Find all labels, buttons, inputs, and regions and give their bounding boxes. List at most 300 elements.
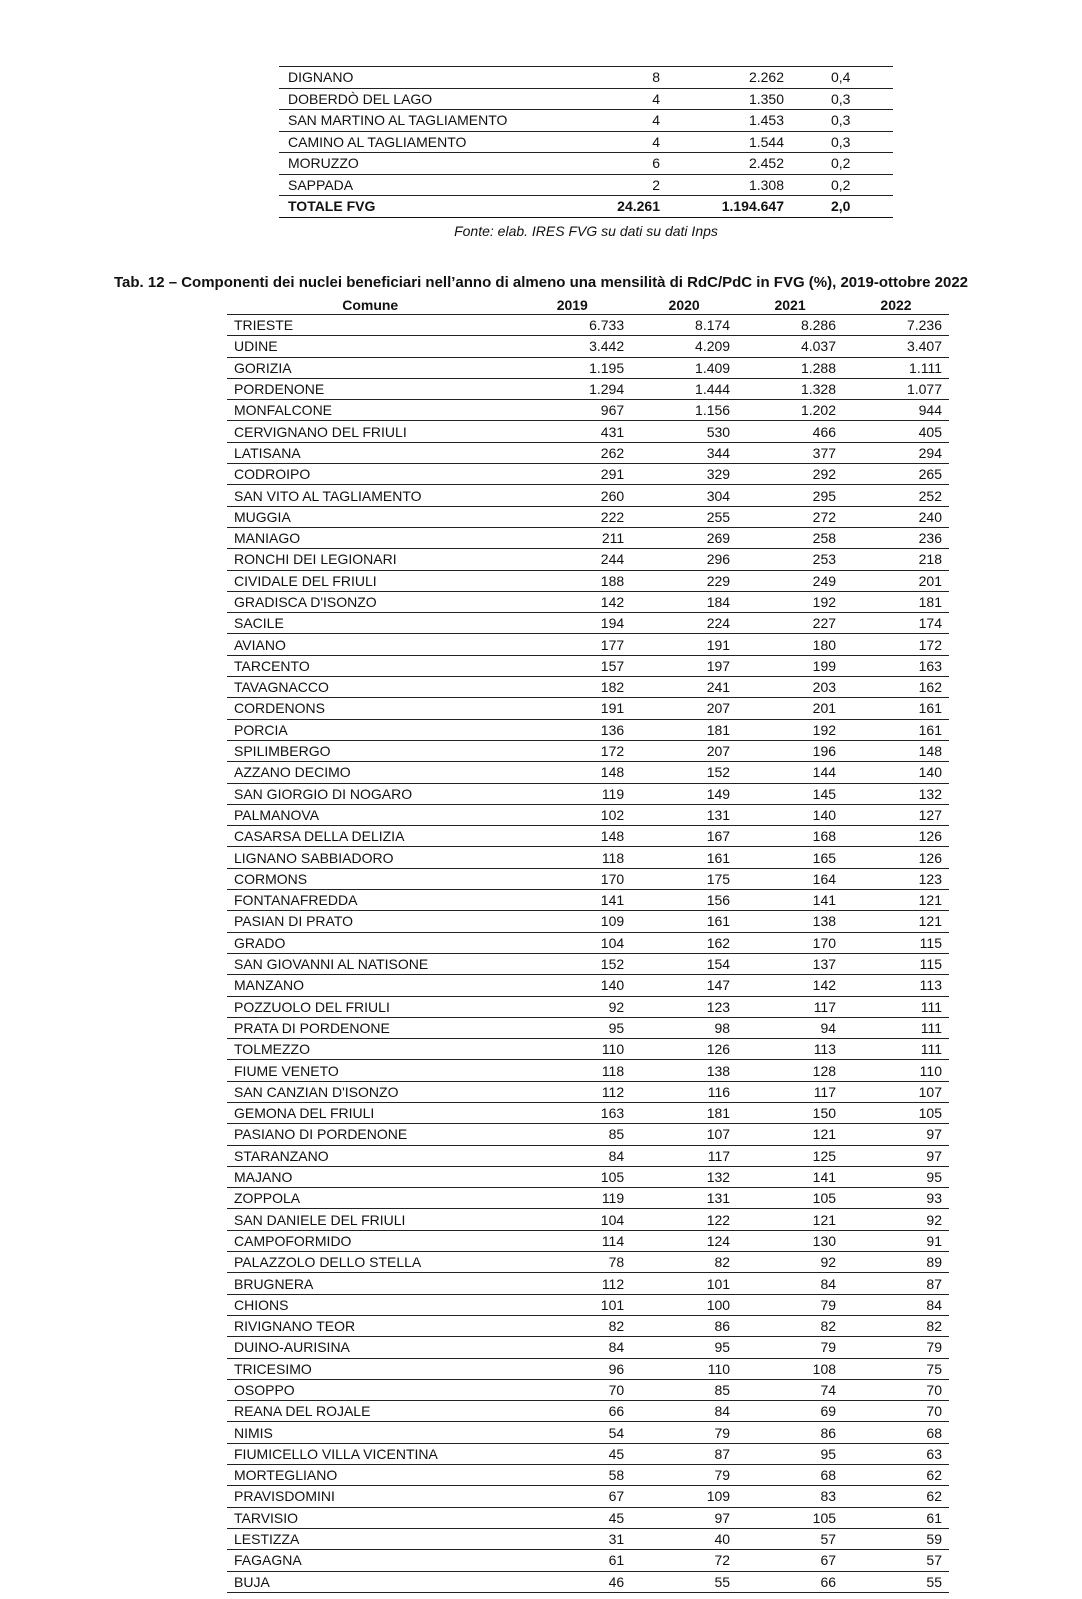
table-row xyxy=(227,996,949,1017)
value-cell: 177 xyxy=(513,634,631,655)
value-cell: 344 xyxy=(631,442,737,463)
value-cell: 227 xyxy=(737,613,843,634)
value-cell: 31 xyxy=(513,1528,631,1549)
value-cell: 181 xyxy=(631,1102,737,1123)
value-cell: 126 xyxy=(843,847,949,868)
value-cell: 79 xyxy=(843,1337,949,1358)
value-cell: 105 xyxy=(843,1102,949,1123)
value-cell: 253 xyxy=(737,549,843,570)
table-row xyxy=(227,613,949,634)
comune-cell: FIUME VENETO xyxy=(227,1060,513,1081)
value-cell: 82 xyxy=(631,1252,737,1273)
table-row xyxy=(227,1315,949,1336)
comune-cell: FAGAGNA xyxy=(227,1550,513,1571)
comune-cell: RONCHI DEI LEGIONARI xyxy=(227,549,513,570)
value-cell: 4.037 xyxy=(737,336,843,357)
value-cell: 75 xyxy=(843,1358,949,1379)
value-cell: 4 xyxy=(605,110,660,132)
value-cell: 260 xyxy=(513,485,631,506)
value-cell: 40 xyxy=(631,1528,737,1549)
value-cell: 132 xyxy=(631,1166,737,1187)
value-cell: 152 xyxy=(631,762,737,783)
value-cell: 93 xyxy=(843,1188,949,1209)
table-row xyxy=(279,88,893,110)
value-cell: 141 xyxy=(513,890,631,911)
table-row xyxy=(227,506,949,527)
table-row xyxy=(227,442,949,463)
header-comune: Comune xyxy=(227,295,513,315)
value-cell: 4.209 xyxy=(631,336,737,357)
value-cell: 192 xyxy=(737,719,843,740)
comune-cell: CORMONS xyxy=(227,868,513,889)
value-cell: 1.444 xyxy=(631,378,737,399)
value-cell: 128 xyxy=(737,1060,843,1081)
source-note: Fonte: elab. IRES FVG su dati su dati Inps xyxy=(454,223,718,239)
value-cell: 45 xyxy=(513,1443,631,1464)
table-row xyxy=(279,110,893,132)
comune-cell: MAJANO xyxy=(227,1166,513,1187)
value-cell: 180 xyxy=(737,634,843,655)
value-cell: 101 xyxy=(631,1273,737,1294)
comune-cell: FIUMICELLO VILLA VICENTINA xyxy=(227,1443,513,1464)
value-cell: 138 xyxy=(631,1060,737,1081)
comune-cell: LESTIZZA xyxy=(227,1528,513,1549)
table-row xyxy=(227,1571,949,1592)
main-table-header xyxy=(227,295,949,315)
value-cell: 207 xyxy=(631,698,737,719)
value-cell: 126 xyxy=(843,826,949,847)
value-cell: 161 xyxy=(843,698,949,719)
value-cell: 62 xyxy=(843,1486,949,1507)
value-cell: 295 xyxy=(737,485,843,506)
table-row xyxy=(227,1528,949,1549)
value-cell: 967 xyxy=(513,400,631,421)
value-cell: 85 xyxy=(631,1379,737,1400)
value-cell: 87 xyxy=(843,1273,949,1294)
value-cell: 82 xyxy=(513,1315,631,1336)
table-row xyxy=(227,1145,949,1166)
value-cell: 79 xyxy=(737,1294,843,1315)
value-cell: 163 xyxy=(843,655,949,676)
value-cell: 95 xyxy=(631,1337,737,1358)
value-cell: 136 xyxy=(513,719,631,740)
value-cell: 252 xyxy=(843,485,949,506)
value-cell: 91 xyxy=(843,1230,949,1251)
value-cell: 329 xyxy=(631,464,737,485)
value-cell: 121 xyxy=(737,1209,843,1230)
value-cell: 109 xyxy=(631,1486,737,1507)
value-cell: 119 xyxy=(513,783,631,804)
comune-cell: GEMONA DEL FRIULI xyxy=(227,1102,513,1123)
value-cell: 1.156 xyxy=(631,400,737,421)
value-cell: 121 xyxy=(737,1124,843,1145)
value-cell: 1.350 xyxy=(660,88,784,110)
value-cell: 164 xyxy=(737,868,843,889)
value-cell: 203 xyxy=(737,677,843,698)
value-cell: 110 xyxy=(631,1358,737,1379)
table-row xyxy=(227,1486,949,1507)
value-cell: 116 xyxy=(631,1081,737,1102)
table-row xyxy=(227,1209,949,1230)
value-cell: 132 xyxy=(843,783,949,804)
table-row xyxy=(227,1401,949,1422)
comune-cell: CAMINO AL TAGLIAMENTO xyxy=(279,131,605,153)
table-row xyxy=(227,378,949,399)
value-cell: 118 xyxy=(513,847,631,868)
value-cell: 249 xyxy=(737,570,843,591)
value-cell: 6 xyxy=(605,153,660,175)
value-cell: 167 xyxy=(631,826,737,847)
value-cell: 121 xyxy=(843,890,949,911)
value-cell: 0,3 xyxy=(784,110,893,132)
value-cell: 124 xyxy=(631,1230,737,1251)
value-cell: 58 xyxy=(513,1465,631,1486)
value-cell: 191 xyxy=(631,634,737,655)
value-cell: 67 xyxy=(513,1486,631,1507)
value-cell: 244 xyxy=(513,549,631,570)
value-cell: 114 xyxy=(513,1230,631,1251)
value-cell: 131 xyxy=(631,1188,737,1209)
table-row xyxy=(227,655,949,676)
value-cell: 405 xyxy=(843,421,949,442)
value-cell: 111 xyxy=(843,1017,949,1038)
comune-cell: PORCIA xyxy=(227,719,513,740)
comune-cell: SPILIMBERGO xyxy=(227,740,513,761)
comune-cell: TAVAGNACCO xyxy=(227,677,513,698)
value-cell: 2.452 xyxy=(660,153,784,175)
table-row xyxy=(279,67,893,89)
comune-cell: MONFALCONE xyxy=(227,400,513,421)
value-cell: 1.453 xyxy=(660,110,784,132)
comune-cell: MORTEGLIANO xyxy=(227,1465,513,1486)
value-cell: 182 xyxy=(513,677,631,698)
comune-cell: MANZANO xyxy=(227,975,513,996)
value-cell: 140 xyxy=(513,975,631,996)
table-row xyxy=(227,677,949,698)
value-cell: 377 xyxy=(737,442,843,463)
total-label: TOTALE FVG xyxy=(279,196,605,218)
comune-cell: DOBERDÒ DEL LAGO xyxy=(279,88,605,110)
value-cell: 95 xyxy=(737,1443,843,1464)
value-cell: 188 xyxy=(513,570,631,591)
value-cell: 222 xyxy=(513,506,631,527)
value-cell: 269 xyxy=(631,527,737,548)
value-cell: 87 xyxy=(631,1443,737,1464)
comune-cell: PALAZZOLO DELLO STELLA xyxy=(227,1252,513,1273)
value-cell: 258 xyxy=(737,527,843,548)
value-cell: 123 xyxy=(843,868,949,889)
value-cell: 296 xyxy=(631,549,737,570)
table-row xyxy=(227,357,949,378)
value-cell: 89 xyxy=(843,1252,949,1273)
table-row xyxy=(227,1252,949,1273)
table-row xyxy=(227,762,949,783)
value-cell: 110 xyxy=(513,1039,631,1060)
comune-cell: TOLMEZZO xyxy=(227,1039,513,1060)
header-row xyxy=(227,295,949,315)
value-cell: 4 xyxy=(605,88,660,110)
value-cell: 294 xyxy=(843,442,949,463)
comune-cell: CERVIGNANO DEL FRIULI xyxy=(227,421,513,442)
table-row xyxy=(227,549,949,570)
value-cell: 181 xyxy=(843,591,949,612)
comune-cell: AVIANO xyxy=(227,634,513,655)
value-cell: 118 xyxy=(513,1060,631,1081)
comune-cell: SAN GIOVANNI AL NATISONE xyxy=(227,953,513,974)
comune-cell: TARCENTO xyxy=(227,655,513,676)
value-cell: 92 xyxy=(737,1252,843,1273)
value-cell: 162 xyxy=(631,932,737,953)
comune-cell: PASIANO DI PORDENONE xyxy=(227,1124,513,1145)
value-cell: 59 xyxy=(843,1528,949,1549)
value-cell: 2.262 xyxy=(660,67,784,89)
table-row xyxy=(227,1081,949,1102)
value-cell: 117 xyxy=(737,1081,843,1102)
value-cell: 262 xyxy=(513,442,631,463)
table-row xyxy=(227,932,949,953)
value-cell: 201 xyxy=(737,698,843,719)
value-cell: 140 xyxy=(737,804,843,825)
value-cell: 0,2 xyxy=(784,153,893,175)
value-cell: 83 xyxy=(737,1486,843,1507)
table-row xyxy=(227,804,949,825)
value-cell: 175 xyxy=(631,868,737,889)
value-cell: 95 xyxy=(843,1166,949,1187)
value-cell: 1.202 xyxy=(737,400,843,421)
value-cell: 86 xyxy=(737,1422,843,1443)
comune-cell: SAN VITO AL TAGLIAMENTO xyxy=(227,485,513,506)
table-row xyxy=(227,1294,949,1315)
table-row xyxy=(227,953,949,974)
value-cell: 109 xyxy=(513,911,631,932)
main-table xyxy=(227,295,949,1593)
comune-cell: PRATA DI PORDENONE xyxy=(227,1017,513,1038)
value-cell: 163 xyxy=(513,1102,631,1123)
comune-cell: SAN GIORGIO DI NOGARO xyxy=(227,783,513,804)
value-cell: 68 xyxy=(737,1465,843,1486)
value-cell: 62 xyxy=(843,1465,949,1486)
value-cell: 8.286 xyxy=(737,315,843,336)
value-cell: 46 xyxy=(513,1571,631,1592)
value-cell: 84 xyxy=(843,1294,949,1315)
value-cell: 272 xyxy=(737,506,843,527)
value-cell: 2 xyxy=(605,174,660,196)
table-row xyxy=(227,1358,949,1379)
top-table xyxy=(279,66,893,218)
value-cell: 199 xyxy=(737,655,843,676)
value-cell: 82 xyxy=(737,1315,843,1336)
comune-cell: NIMIS xyxy=(227,1422,513,1443)
table-title: Tab. 12 – Componenti dei nuclei beneficiari nell’anno di almeno una mensilità di RdC/PdC in FVG (%), 2019-ottobre 2022 xyxy=(113,274,969,291)
table-row xyxy=(279,153,893,175)
comune-cell: MANIAGO xyxy=(227,527,513,548)
value-cell: 57 xyxy=(737,1528,843,1549)
value-cell: 236 xyxy=(843,527,949,548)
comune-cell: PORDENONE xyxy=(227,378,513,399)
value-cell: 92 xyxy=(513,996,631,1017)
table-row xyxy=(227,634,949,655)
value-cell: 944 xyxy=(843,400,949,421)
value-cell: 191 xyxy=(513,698,631,719)
table-row xyxy=(227,400,949,421)
value-cell: 8.174 xyxy=(631,315,737,336)
value-cell: 108 xyxy=(737,1358,843,1379)
comune-cell: CORDENONS xyxy=(227,698,513,719)
comune-cell: MUGGIA xyxy=(227,506,513,527)
table-row xyxy=(227,890,949,911)
table-row xyxy=(227,719,949,740)
table-row xyxy=(227,464,949,485)
value-cell: 165 xyxy=(737,847,843,868)
value-cell: 4 xyxy=(605,131,660,153)
value-cell: 107 xyxy=(631,1124,737,1145)
table-row xyxy=(227,336,949,357)
value-cell: 138 xyxy=(737,911,843,932)
comune-cell: UDINE xyxy=(227,336,513,357)
comune-cell: PRAVISDOMINI xyxy=(227,1486,513,1507)
table-row xyxy=(227,1379,949,1400)
value-cell: 145 xyxy=(737,783,843,804)
value-cell: 78 xyxy=(513,1252,631,1273)
value-cell: 8 xyxy=(605,67,660,89)
value-cell: 1.409 xyxy=(631,357,737,378)
comune-cell: LATISANA xyxy=(227,442,513,463)
value-cell: 107 xyxy=(843,1081,949,1102)
value-cell: 218 xyxy=(843,549,949,570)
comune-cell: PALMANOVA xyxy=(227,804,513,825)
value-cell: 61 xyxy=(513,1550,631,1571)
value-cell: 104 xyxy=(513,1209,631,1230)
table-row xyxy=(227,868,949,889)
value-cell: 79 xyxy=(737,1337,843,1358)
value-cell: 97 xyxy=(843,1145,949,1166)
value-cell: 148 xyxy=(513,762,631,783)
value-cell: 161 xyxy=(631,911,737,932)
table-row xyxy=(227,1166,949,1187)
value-cell: 79 xyxy=(631,1422,737,1443)
value-cell: 97 xyxy=(843,1124,949,1145)
comune-cell: FONTANAFREDDA xyxy=(227,890,513,911)
value-cell: 119 xyxy=(513,1188,631,1209)
value-cell: 104 xyxy=(513,932,631,953)
value-cell: 131 xyxy=(631,804,737,825)
value-cell: 70 xyxy=(843,1379,949,1400)
main-table-body xyxy=(227,315,949,1593)
comune-cell: CHIONS xyxy=(227,1294,513,1315)
total-value: 1.194.647 xyxy=(660,196,784,218)
value-cell: 431 xyxy=(513,421,631,442)
value-cell: 197 xyxy=(631,655,737,676)
table-row xyxy=(227,698,949,719)
value-cell: 96 xyxy=(513,1358,631,1379)
value-cell: 196 xyxy=(737,740,843,761)
table-row xyxy=(227,911,949,932)
value-cell: 70 xyxy=(843,1401,949,1422)
table-row xyxy=(227,1507,949,1528)
value-cell: 0,2 xyxy=(784,174,893,196)
table-row xyxy=(227,421,949,442)
table-row xyxy=(279,131,893,153)
value-cell: 84 xyxy=(513,1145,631,1166)
comune-cell: OSOPPO xyxy=(227,1379,513,1400)
value-cell: 141 xyxy=(737,1166,843,1187)
value-cell: 111 xyxy=(843,996,949,1017)
comune-cell: SAN CANZIAN D'ISONZO xyxy=(227,1081,513,1102)
comune-cell: LIGNANO SABBIADORO xyxy=(227,847,513,868)
comune-cell: DIGNANO xyxy=(279,67,605,89)
comune-cell: REANA DEL ROJALE xyxy=(227,1401,513,1422)
value-cell: 184 xyxy=(631,591,737,612)
value-cell: 172 xyxy=(843,634,949,655)
value-cell: 121 xyxy=(843,911,949,932)
comune-cell: DUINO-AURISINA xyxy=(227,1337,513,1358)
value-cell: 150 xyxy=(737,1102,843,1123)
value-cell: 265 xyxy=(843,464,949,485)
table-row xyxy=(227,1422,949,1443)
value-cell: 61 xyxy=(843,1507,949,1528)
value-cell: 126 xyxy=(631,1039,737,1060)
value-cell: 137 xyxy=(737,953,843,974)
value-cell: 67 xyxy=(737,1550,843,1571)
value-cell: 110 xyxy=(843,1060,949,1081)
value-cell: 0,3 xyxy=(784,131,893,153)
value-cell: 101 xyxy=(513,1294,631,1315)
total-row xyxy=(279,196,893,218)
value-cell: 1.308 xyxy=(660,174,784,196)
table-row xyxy=(227,1124,949,1145)
value-cell: 162 xyxy=(843,677,949,698)
value-cell: 57 xyxy=(843,1550,949,1571)
value-cell: 7.236 xyxy=(843,315,949,336)
comune-cell: SAN MARTINO AL TAGLIAMENTO xyxy=(279,110,605,132)
value-cell: 105 xyxy=(513,1166,631,1187)
comune-cell: RIVIGNANO TEOR xyxy=(227,1315,513,1336)
table-row xyxy=(227,527,949,548)
value-cell: 148 xyxy=(513,826,631,847)
comune-cell: CASARSA DELLA DELIZIA xyxy=(227,826,513,847)
comune-cell: TRICESIMO xyxy=(227,1358,513,1379)
value-cell: 100 xyxy=(631,1294,737,1315)
value-cell: 115 xyxy=(843,953,949,974)
value-cell: 92 xyxy=(843,1209,949,1230)
value-cell: 127 xyxy=(843,804,949,825)
table-row xyxy=(227,1443,949,1464)
value-cell: 0,4 xyxy=(784,67,893,89)
value-cell: 3.442 xyxy=(513,336,631,357)
value-cell: 152 xyxy=(513,953,631,974)
value-cell: 97 xyxy=(631,1507,737,1528)
header-2022: 2022 xyxy=(843,295,949,315)
value-cell: 98 xyxy=(631,1017,737,1038)
value-cell: 174 xyxy=(843,613,949,634)
value-cell: 130 xyxy=(737,1230,843,1251)
comune-cell: BRUGNERA xyxy=(227,1273,513,1294)
top-table-body xyxy=(279,67,893,218)
value-cell: 304 xyxy=(631,485,737,506)
value-cell: 1.195 xyxy=(513,357,631,378)
value-cell: 68 xyxy=(843,1422,949,1443)
value-cell: 66 xyxy=(737,1571,843,1592)
value-cell: 224 xyxy=(631,613,737,634)
value-cell: 125 xyxy=(737,1145,843,1166)
comune-cell: TARVISIO xyxy=(227,1507,513,1528)
value-cell: 211 xyxy=(513,527,631,548)
value-cell: 111 xyxy=(843,1039,949,1060)
value-cell: 82 xyxy=(843,1315,949,1336)
header-2020: 2020 xyxy=(631,295,737,315)
table-row xyxy=(227,783,949,804)
table-row xyxy=(227,1017,949,1038)
